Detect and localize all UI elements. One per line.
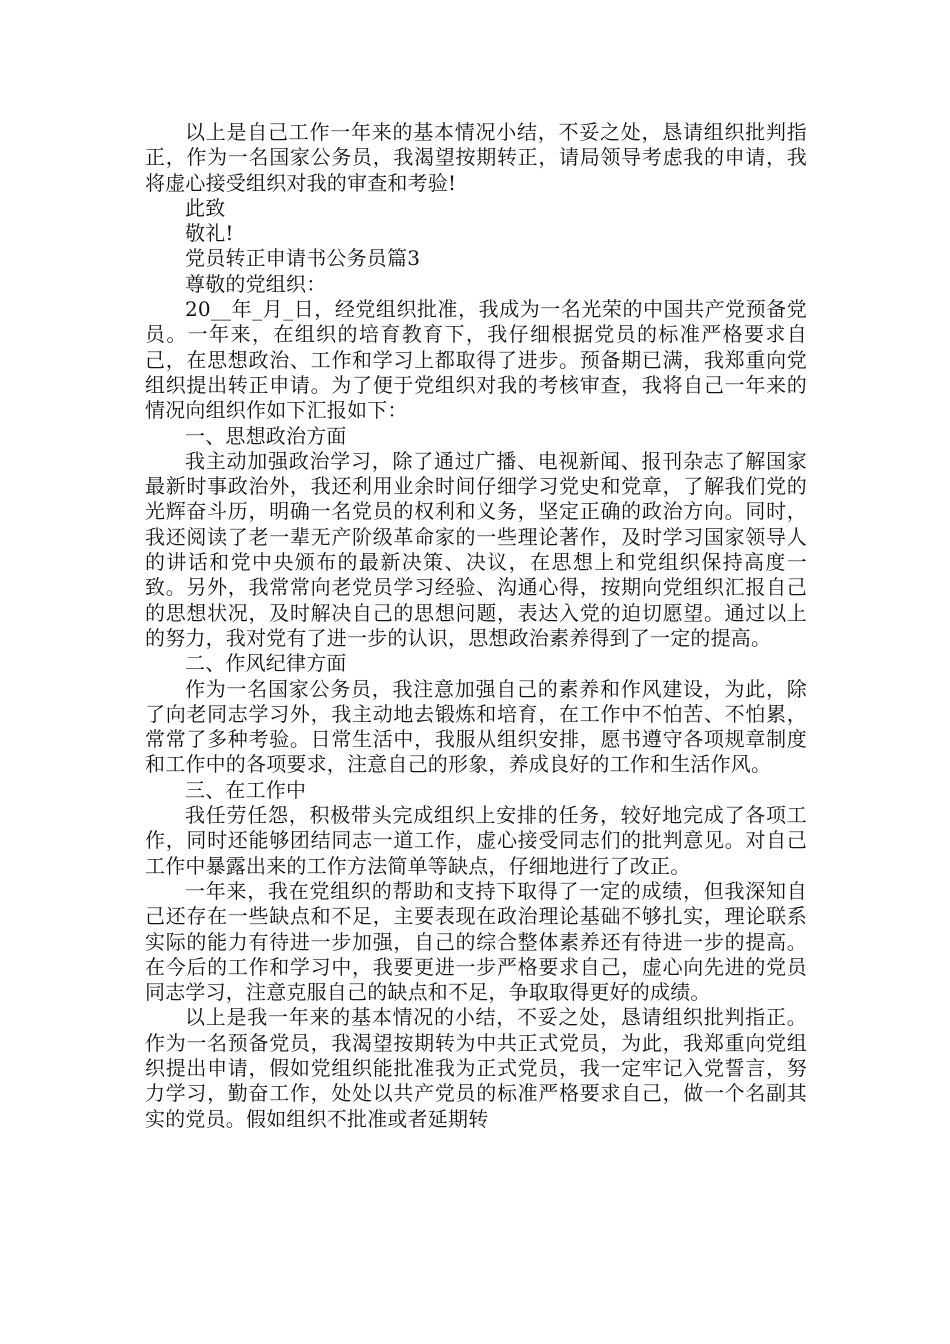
section-title: 党员转正申请书公务员篇3 — [185, 246, 421, 271]
political-thought-paragraph: 我主动加强政治学习，除了通过广播、电视新闻、报刊杂志了解国家最新时事政治外，我还利用业余时间仔细学习党史和党章，了解我们党的光辉奋斗历，明确一名党员的权利和义务，坚定正确的政治方向。同时，我还阅读了老一辈无产阶级革命家的一些理论著作，及时学习国家领导人的讲话和党中央颁布的最新决策、决议，在思想上和党组织保持高度一致。另外，我常常向老党员学习经验、沟通心得，按期向党组织汇报自己的思想状况，及时解决自己的思想问题，表达入党的迫切愿望。通过以上的努力，我对党有了进一步的认识，思想政治素养得到了一定的提高。 — [145, 448, 807, 650]
intro-paragraph: 20__年_月_日，经党组织批准，我成为一名光荣的中国共产党预备党员。一年来，在组织的培育教育下，我仔细根据党员的标准严格要求自己，在思想政治、工作和学习上都取得了进步。预备期已满，我郑重向党组织提出转正申请。为了便于党组织对我的考核审查，我将自己一年来的情况向组织作如下汇报如下： — [145, 297, 807, 423]
heading-work-style: 二、作风纪律方面 — [185, 651, 347, 676]
heading-at-work: 三、在工作中 — [185, 777, 307, 802]
closing-summary-paragraph: 以上是自己工作一年来的基本情况小结，不妥之处，恳请组织批判指正，作为一名国家公务员，我渴望按期转正，请局领导考虑我的申请，我将虚心接受组织对我的审查和考验! — [145, 120, 807, 195]
work-style-paragraph: 作为一名国家公务员，我注意加强自己的素养和作风建设，为此，除了向老同志学习外，我主动地去锻炼和培育，在工作中不怕苦、不怕累，常常了多种考验。日常生活中，我服从组织安排，愿书遵守各项规章制度和工作中的各项要求，注意自己的形象，养成良好的工作和生活作风。 — [145, 676, 807, 777]
salutation-jingli: 敬礼! — [185, 221, 234, 246]
heading-political-thought: 一、思想政治方面 — [185, 423, 347, 448]
document-page — [145, 120, 807, 1132]
at-work-paragraph: 我任劳任怨，积极带头完成组织上安排的任务，较好地完成了各项工作，同时还能够团结同志一道工作，虚心接受同志们的批判意见。对自己工作中暴露出来的工作方法简单等缺点，仔细地进行了改正。 — [145, 803, 807, 878]
final-paragraph: 以上是我一年来的基本情况的小结，不妥之处，恳请组织批判指正。作为一名预备党员，我渴望按期转为中共正式党员，为此，我郑重向党组织提出申请，假如党组织能批准我为正式党员，我一定牢记入党誓言，努力学习，勤奋工作，处处以共产党员的标准严格要求自己，做一个名副其实的党员。假如组织不批准或者延期转 — [145, 1005, 807, 1131]
addressee: 尊敬的党组织： — [185, 271, 327, 296]
salutation-cizhi: 此致 — [185, 195, 226, 220]
shortcomings-paragraph: 一年来，我在党组织的帮助和支持下取得了一定的成绩，但我深知自己还存在一些缺点和不足，主要表现在政治理论基础不够扎实，理论联系实际的能力有待进一步加强，自己的综合整体素养还有待进一步的提高。在今后的工作和学习中，我要更进一步严格要求自己，虚心向先进的党员同志学习，注意克服自己的缺点和不足，争取取得更好的成绩。 — [145, 878, 807, 1005]
